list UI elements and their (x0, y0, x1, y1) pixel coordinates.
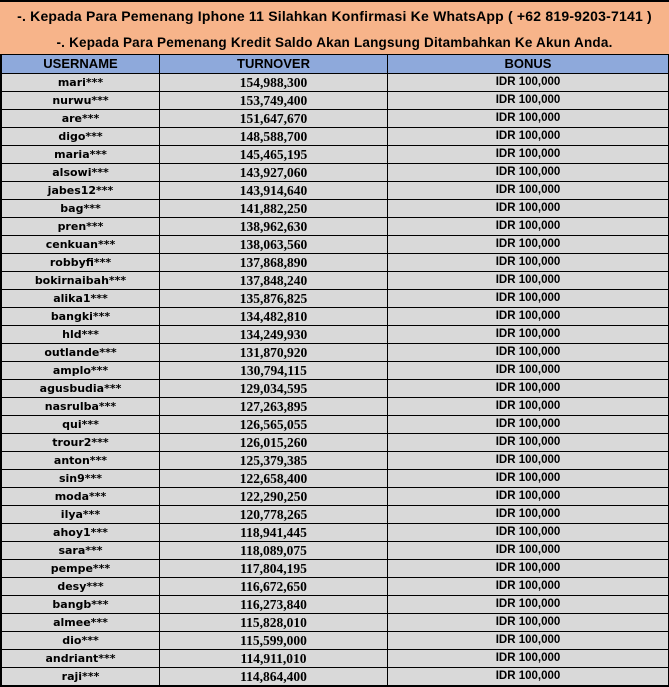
turnover-cell: 154,988,300 (160, 74, 388, 92)
username-cell: bangb*** (2, 596, 160, 614)
username-cell: qui*** (2, 416, 160, 434)
username-cell: jabes12*** (2, 182, 160, 200)
username-cell: pren*** (2, 218, 160, 236)
username-cell: trour2*** (2, 434, 160, 452)
table-row (2, 74, 669, 92)
turnover-cell: 129,034,595 (160, 380, 388, 398)
turnover-cell: 122,658,400 (160, 470, 388, 488)
table-row (2, 416, 669, 434)
turnover-cell: 116,672,650 (160, 578, 388, 596)
turnover-cell: 153,749,400 (160, 92, 388, 110)
bonus-cell: IDR 100,000 (388, 128, 669, 146)
bonus-cell: IDR 100,000 (388, 218, 669, 236)
table-row (2, 110, 669, 128)
table-row (2, 326, 669, 344)
table-row (2, 182, 669, 200)
table-row (2, 218, 669, 236)
turnover-cell: 138,063,560 (160, 236, 388, 254)
bonus-cell: IDR 100,000 (388, 614, 669, 632)
username-cell: almee*** (2, 614, 160, 632)
table-row (2, 524, 669, 542)
turnover-cell: 134,482,810 (160, 308, 388, 326)
table-row (2, 560, 669, 578)
table-row (2, 146, 669, 164)
username-cell: pempe*** (2, 560, 160, 578)
bonus-cell: IDR 100,000 (388, 254, 669, 272)
iphone-winners-announcement: -. Kepada Para Pemenang Iphone 11 Silahkan Konfirmasi Ke WhatsApp ( +62 819-9203-7141 ) (0, 2, 669, 30)
username-cell: are*** (2, 110, 160, 128)
turnover-cell: 141,882,250 (160, 200, 388, 218)
bonus-cell: IDR 100,000 (388, 434, 669, 452)
username-cell: bag*** (2, 200, 160, 218)
table-row (2, 272, 669, 290)
bonus-cell: IDR 100,000 (388, 74, 669, 92)
turnover-cell: 116,273,840 (160, 596, 388, 614)
username-cell: alika1*** (2, 290, 160, 308)
bonus-cell: IDR 100,000 (388, 488, 669, 506)
username-cell: sin9*** (2, 470, 160, 488)
table-row (2, 164, 669, 182)
bonus-cell: IDR 100,000 (388, 578, 669, 596)
username-cell: desy*** (2, 578, 160, 596)
credit-winners-announcement: -. Kepada Para Pemenang Kredit Saldo Akan Langsung Ditambahkan Ke Akun Anda. (0, 30, 669, 54)
bonus-cell: IDR 100,000 (388, 470, 669, 488)
bonus-cell: IDR 100,000 (388, 524, 669, 542)
table-row (2, 200, 669, 218)
bonus-cell: IDR 100,000 (388, 164, 669, 182)
bonus-cell: IDR 100,000 (388, 326, 669, 344)
turnover-cell: 117,804,195 (160, 560, 388, 578)
table-row (2, 236, 669, 254)
turnover-cell: 137,848,240 (160, 272, 388, 290)
winners-table (1, 54, 669, 686)
bonus-cell: IDR 100,000 (388, 650, 669, 668)
bonus-cell: IDR 100,000 (388, 398, 669, 416)
username-cell: mari*** (2, 74, 160, 92)
turnover-cell: 138,962,630 (160, 218, 388, 236)
username-cell: bokirnaibah*** (2, 272, 160, 290)
column-header-username: USERNAME (2, 55, 160, 74)
table-row (2, 542, 669, 560)
turnover-cell: 120,778,265 (160, 506, 388, 524)
table-row (2, 596, 669, 614)
table-row (2, 488, 669, 506)
column-header-bonus: BONUS (388, 55, 669, 74)
username-cell: alsowi*** (2, 164, 160, 182)
turnover-cell: 134,249,930 (160, 326, 388, 344)
bonus-cell: IDR 100,000 (388, 632, 669, 650)
table-row (2, 362, 669, 380)
bonus-cell: IDR 100,000 (388, 596, 669, 614)
bonus-cell: IDR 100,000 (388, 362, 669, 380)
table-row (2, 290, 669, 308)
username-cell: amplo*** (2, 362, 160, 380)
turnover-cell: 127,263,895 (160, 398, 388, 416)
table-row (2, 470, 669, 488)
table-row (2, 398, 669, 416)
turnover-cell: 137,868,890 (160, 254, 388, 272)
bonus-cell: IDR 100,000 (388, 290, 669, 308)
bonus-cell: IDR 100,000 (388, 182, 669, 200)
bonus-cell: IDR 100,000 (388, 668, 669, 686)
bonus-cell: IDR 100,000 (388, 542, 669, 560)
turnover-cell: 151,647,670 (160, 110, 388, 128)
username-cell: robbyfi*** (2, 254, 160, 272)
bonus-cell: IDR 100,000 (388, 380, 669, 398)
username-cell: agusbudia*** (2, 380, 160, 398)
table-row (2, 614, 669, 632)
table-row (2, 308, 669, 326)
turnover-cell: 126,565,055 (160, 416, 388, 434)
turnover-cell: 143,914,640 (160, 182, 388, 200)
username-cell: nasrulba*** (2, 398, 160, 416)
table-row (2, 434, 669, 452)
turnover-cell: 130,794,115 (160, 362, 388, 380)
turnover-cell: 126,015,260 (160, 434, 388, 452)
username-cell: ilya*** (2, 506, 160, 524)
turnover-cell: 125,379,385 (160, 452, 388, 470)
username-cell: nurwu*** (2, 92, 160, 110)
turnover-cell: 122,290,250 (160, 488, 388, 506)
turnover-cell: 118,941,445 (160, 524, 388, 542)
turnover-cell: 143,927,060 (160, 164, 388, 182)
bonus-cell: IDR 100,000 (388, 560, 669, 578)
table-row (2, 578, 669, 596)
table-row (2, 92, 669, 110)
turnover-cell: 145,465,195 (160, 146, 388, 164)
column-header-turnover: TURNOVER (160, 55, 388, 74)
turnover-cell: 148,588,700 (160, 128, 388, 146)
turnover-cell: 115,828,010 (160, 614, 388, 632)
turnover-cell: 114,911,010 (160, 650, 388, 668)
username-cell: digo*** (2, 128, 160, 146)
turnover-cell: 118,089,075 (160, 542, 388, 560)
bonus-cell: IDR 100,000 (388, 200, 669, 218)
bonus-cell: IDR 100,000 (388, 308, 669, 326)
username-cell: andriant*** (2, 650, 160, 668)
table-row (2, 506, 669, 524)
bonus-cell: IDR 100,000 (388, 506, 669, 524)
username-cell: hld*** (2, 326, 160, 344)
bonus-cell: IDR 100,000 (388, 416, 669, 434)
table-row (2, 380, 669, 398)
username-cell: ahoy1*** (2, 524, 160, 542)
username-cell: cenkuan*** (2, 236, 160, 254)
turnover-cell: 135,876,825 (160, 290, 388, 308)
username-cell: raji*** (2, 668, 160, 686)
bonus-cell: IDR 100,000 (388, 92, 669, 110)
bonus-cell: IDR 100,000 (388, 452, 669, 470)
turnover-cell: 114,864,400 (160, 668, 388, 686)
username-cell: maria*** (2, 146, 160, 164)
turnover-cell: 131,870,920 (160, 344, 388, 362)
bonus-cell: IDR 100,000 (388, 110, 669, 128)
table-row (2, 452, 669, 470)
bonus-cell: IDR 100,000 (388, 272, 669, 290)
username-cell: anton*** (2, 452, 160, 470)
table-row (2, 668, 669, 686)
table-row (2, 254, 669, 272)
username-cell: sara*** (2, 542, 160, 560)
username-cell: bangki*** (2, 308, 160, 326)
table-row (2, 632, 669, 650)
bonus-cell: IDR 100,000 (388, 146, 669, 164)
username-cell: moda*** (2, 488, 160, 506)
table-header-row (2, 55, 669, 74)
table-row (2, 128, 669, 146)
bonus-cell: IDR 100,000 (388, 344, 669, 362)
username-cell: dio*** (2, 632, 160, 650)
table-row (2, 650, 669, 668)
bonus-cell: IDR 100,000 (388, 236, 669, 254)
table-body (2, 74, 669, 686)
table-row (2, 344, 669, 362)
username-cell: outlande*** (2, 344, 160, 362)
turnover-cell: 115,599,000 (160, 632, 388, 650)
